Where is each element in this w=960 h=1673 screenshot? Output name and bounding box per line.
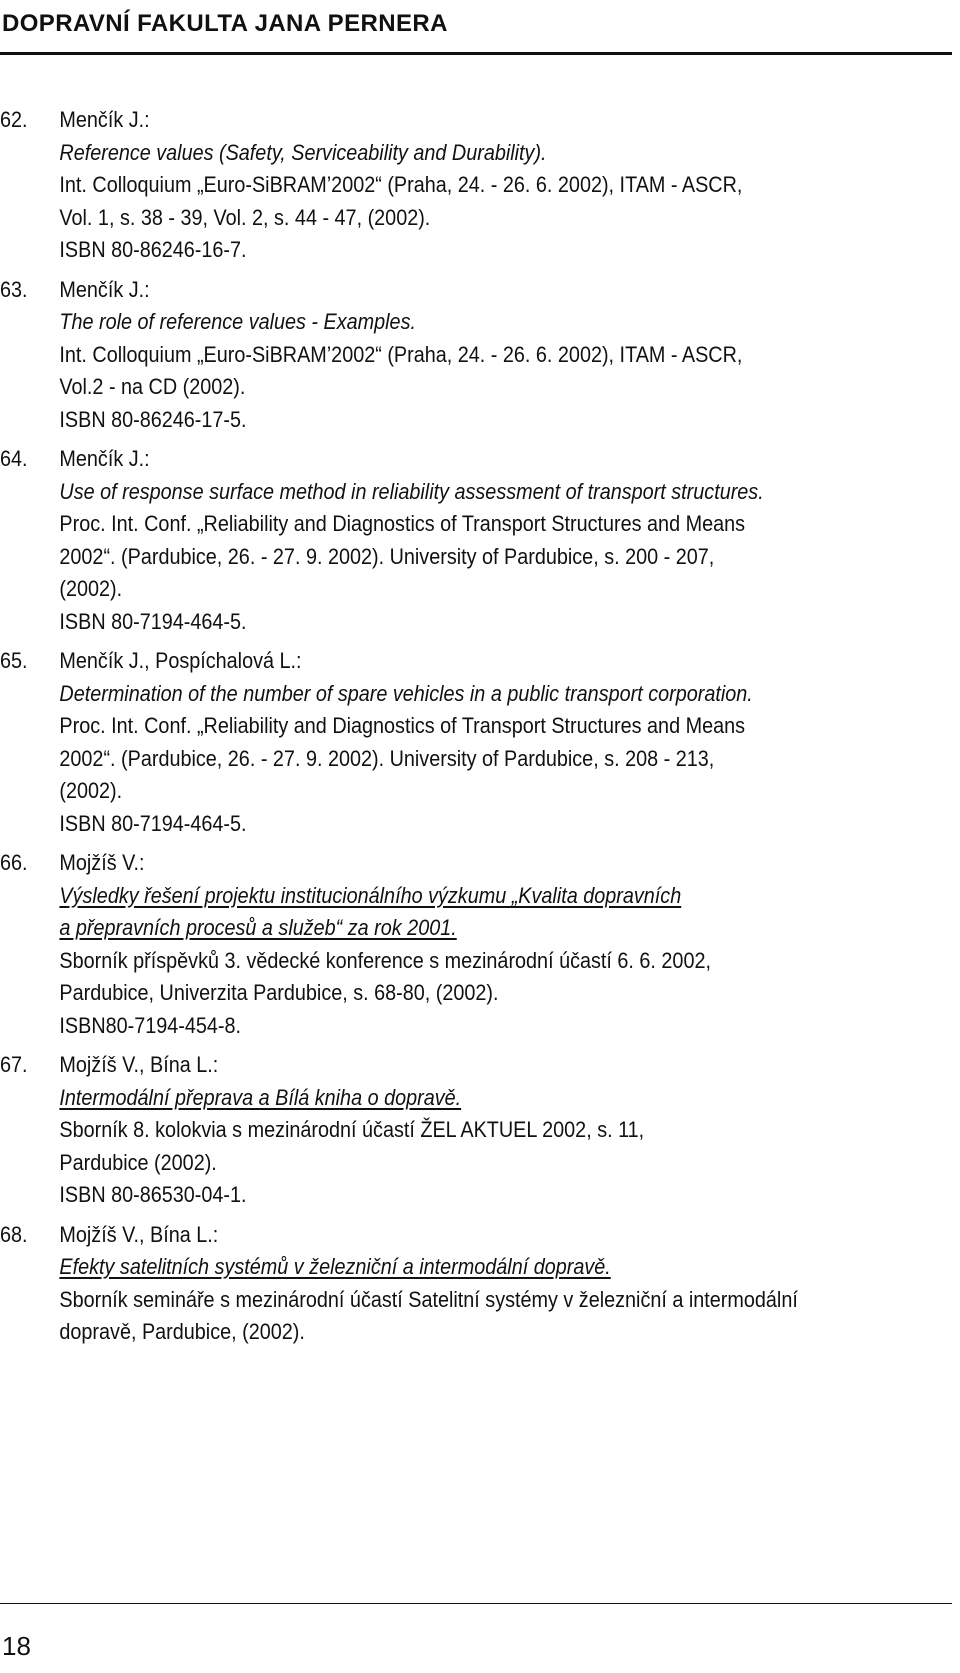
entry-authors: Menčík J., Pospíchalová L.: (59, 648, 302, 673)
entry-body (59, 1049, 856, 1212)
entry-title: Reference values (Safety, Serviceability and Durability). (59, 139, 547, 165)
entry-isbn: ISBN 80-86246-16-7. (59, 237, 247, 262)
list-item (0, 1219, 857, 1349)
list-item (0, 274, 857, 437)
list-item (0, 104, 857, 267)
entry-isbn: ISBN 80-7194-464-5. (59, 608, 247, 634)
entry-source: Pardubice, Univerzita Pardubice, s. 68-80, (2002). (59, 980, 499, 1005)
entry-authors: Menčík J.: (59, 276, 150, 302)
entry-number: 62. (0, 107, 28, 132)
entry-title: Výsledky řešení projektu institucionálního výzkumu „Kvalita dopravních (59, 882, 682, 908)
entry-body (59, 645, 856, 840)
list-item (0, 847, 857, 1042)
entry-title: Efekty satelitních systémů v železniční a intermodální dopravě. (59, 1254, 611, 1279)
entry-authors: Menčík J.: (59, 107, 150, 132)
entry-isbn: ISBN 80-86530-04-1. (59, 1182, 247, 1207)
list-item (0, 1049, 857, 1212)
footer-rule (0, 1603, 952, 1604)
header-rule (0, 52, 952, 55)
entry-source: (2002). (59, 778, 123, 803)
entry-source: Int. Colloquium „Euro-SiBRAM’2002“ (Praha, 24. - 26. 6. 2002), ITAM - ASCR, (59, 172, 743, 197)
entry-source: (2002). (59, 576, 123, 601)
entry-source: Proc. Int. Conf. „Reliability and Diagnostics of Transport Structures and Means (59, 713, 746, 738)
entry-source: Pardubice (2002). (59, 1149, 217, 1175)
entry-body (59, 104, 856, 267)
list-item (0, 443, 857, 638)
entry-body (59, 1219, 856, 1349)
entry-title: The role of reference values - Examples. (59, 309, 416, 334)
entry-source: Sborník semináře s mezinárodní účastí Satelitní systémy v železniční a intermodální (59, 1286, 798, 1312)
page-number: 18 (2, 1631, 31, 1661)
entry-isbn: ISBN 80-86246-17-5. (59, 406, 247, 432)
entry-source: Sborník 8. kolokvia s mezinárodní účastí ŽEL AKTUEL 2002, s. 11, (59, 1117, 645, 1142)
publication-list (0, 104, 857, 1356)
entry-source: Int. Colloquium „Euro-SiBRAM’2002“ (Praha, 24. - 26. 6. 2002), ITAM - ASCR, (59, 341, 743, 367)
entry-source: 2002“. (Pardubice, 26. - 27. 9. 2002). University of Pardubice, s. 200 - 207, (59, 543, 715, 569)
entry-number: 64. (0, 446, 28, 471)
entry-authors: Mojžíš V., Bína L.: (59, 1221, 219, 1247)
entry-source: Sborník příspěvků 3. vědecké konference s mezinárodní účastí 6. 6. 2002, (59, 947, 711, 973)
entry-number: 68. (0, 1221, 28, 1247)
entry-number: 67. (0, 1052, 28, 1077)
entry-authors: Menčík J.: (59, 446, 150, 471)
entry-body (59, 847, 856, 1042)
entry-isbn: ISBN80-7194-454-8. (59, 1012, 242, 1038)
entry-source: Proc. Int. Conf. „Reliability and Diagnostics of Transport Structures and Means (59, 511, 746, 536)
entry-number: 63. (0, 276, 28, 302)
entry-source: Vol. 1, s. 38 - 39, Vol. 2, s. 44 - 47, (2002). (59, 204, 431, 230)
entry-title: Use of response surface method in reliability assessment of transport structures. (59, 478, 764, 504)
entry-authors: Mojžíš V., Bína L.: (59, 1052, 219, 1077)
entry-title: Intermodální přeprava a Bílá kniha o dopravě. (59, 1084, 462, 1110)
entry-title: a přepravních procesů a služeb“ za rok 2001. (59, 915, 457, 940)
page-header-title: DOPRAVNÍ FAKULTA JANA PERNERA (2, 10, 448, 37)
entry-source: Vol.2 - na CD (2002). (59, 374, 246, 399)
entry-source: dopravě, Pardubice, (2002). (59, 1319, 305, 1344)
entry-number: 65. (0, 648, 28, 673)
entry-body (59, 443, 856, 638)
list-item (0, 645, 857, 840)
entry-source: 2002“. (Pardubice, 26. - 27. 9. 2002). University of Pardubice, s. 208 - 213, (59, 745, 715, 771)
entry-number: 66. (0, 850, 28, 875)
entry-body (59, 274, 856, 437)
entry-isbn: ISBN 80-7194-464-5. (59, 810, 247, 836)
entry-title: Determination of the number of spare vehicles in a public transport corporation. (59, 680, 753, 706)
entry-authors: Mojžíš V.: (59, 850, 145, 875)
